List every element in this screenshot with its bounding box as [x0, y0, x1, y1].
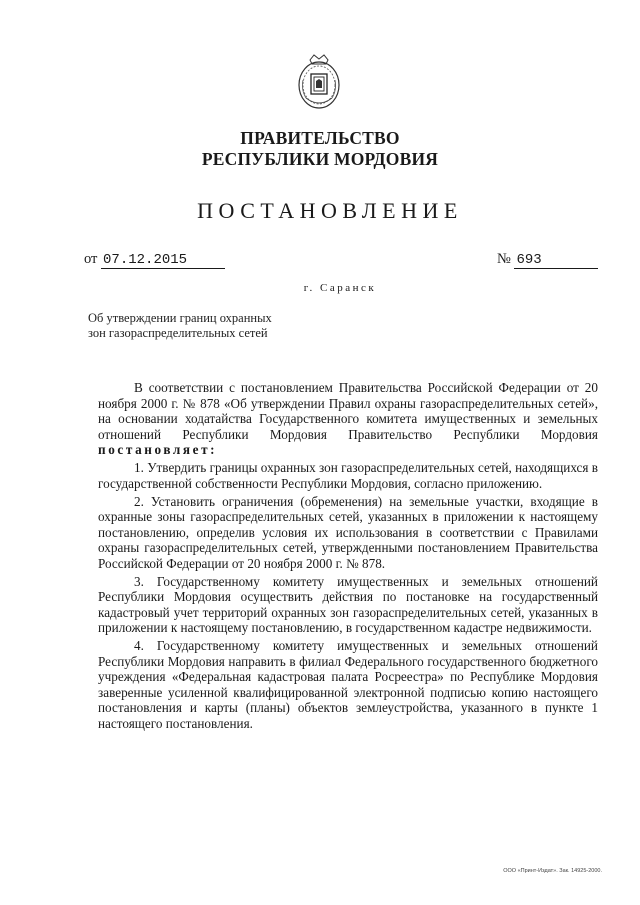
date-prefix: от: [84, 251, 98, 267]
coat-of-arms-icon: [296, 52, 342, 112]
government-title-line1: ПРАВИТЕЛЬСТВО: [240, 128, 400, 148]
city: г. Саранск: [303, 282, 377, 294]
number-value: 693: [514, 252, 598, 269]
print-info: ООО «Принт-Издат». Зак. 14925-2000.: [503, 868, 602, 874]
number-prefix: №: [497, 251, 511, 267]
preamble-paragraph: [98, 380, 598, 458]
item-2: 2. Установить ограничения (обременения) на земельные участки, входящие в охранные зоны газораспределительных сетей, указанных в приложении к настоящему постановлению, определив условия их использования в соответствии с Правилами охраны газораспределительных сетей, утвержденными постановлением Правительства Российской Федерации от 20 ноября 2000 г. № 878.: [98, 493, 598, 571]
subject-line1: Об утверждении границ охранных: [88, 311, 272, 325]
document-type: ПОСТАНОВЛЕНИЕ: [197, 198, 463, 223]
preamble-text: В соответствии с постановлением Правительства Российской Федерации от 20 ноября 2000 г. № 878 «Об утверждении Правил охраны газораспределительных сетей», на основании ходатайства Государственного комитета имущественных и земельных отношений Республики Мордовия Правительство Республики Мордовия: [98, 380, 598, 442]
document-date: [84, 251, 225, 269]
government-title-line2: РЕСПУБЛИКИ МОРДОВИЯ: [201, 149, 439, 169]
document-number: [497, 251, 598, 269]
document-subject: [88, 311, 348, 341]
resolves-word: постановляет:: [98, 442, 218, 457]
date-value: 07.12.2015: [101, 252, 225, 269]
item-4: 4. Государственному комитету имущественных и земельных отношений Республики Мордовия направить в филиал Федерального государственного бюджетного учреждения «Федеральная кадастровая палата Росреестра» по Республике Мордовия заверенные усиленной квалифицированной электронной подписью копию настоящего постановления и карты (планы) объектов землеустройства, указанного в пункте 1 настоящего постановления.: [98, 638, 598, 731]
item-3: 3. Государственному комитету имущественных и земельных отношений Республики Мордовия осуществить действия по постановке на государственный кадастровый учет территорий охранных зон газораспределительных сетей, указанных в приложении к настоящему постановлению, в государственном кадастре недвижимости.: [98, 573, 598, 635]
subject-line2: зон газораспределительных сетей: [88, 326, 268, 340]
document-body: [98, 380, 598, 734]
item-1: 1. Утвердить границы охранных зон газораспределительных сетей, находящихся в государственной собственности Республики Мордовия, согласно приложению.: [98, 460, 598, 491]
